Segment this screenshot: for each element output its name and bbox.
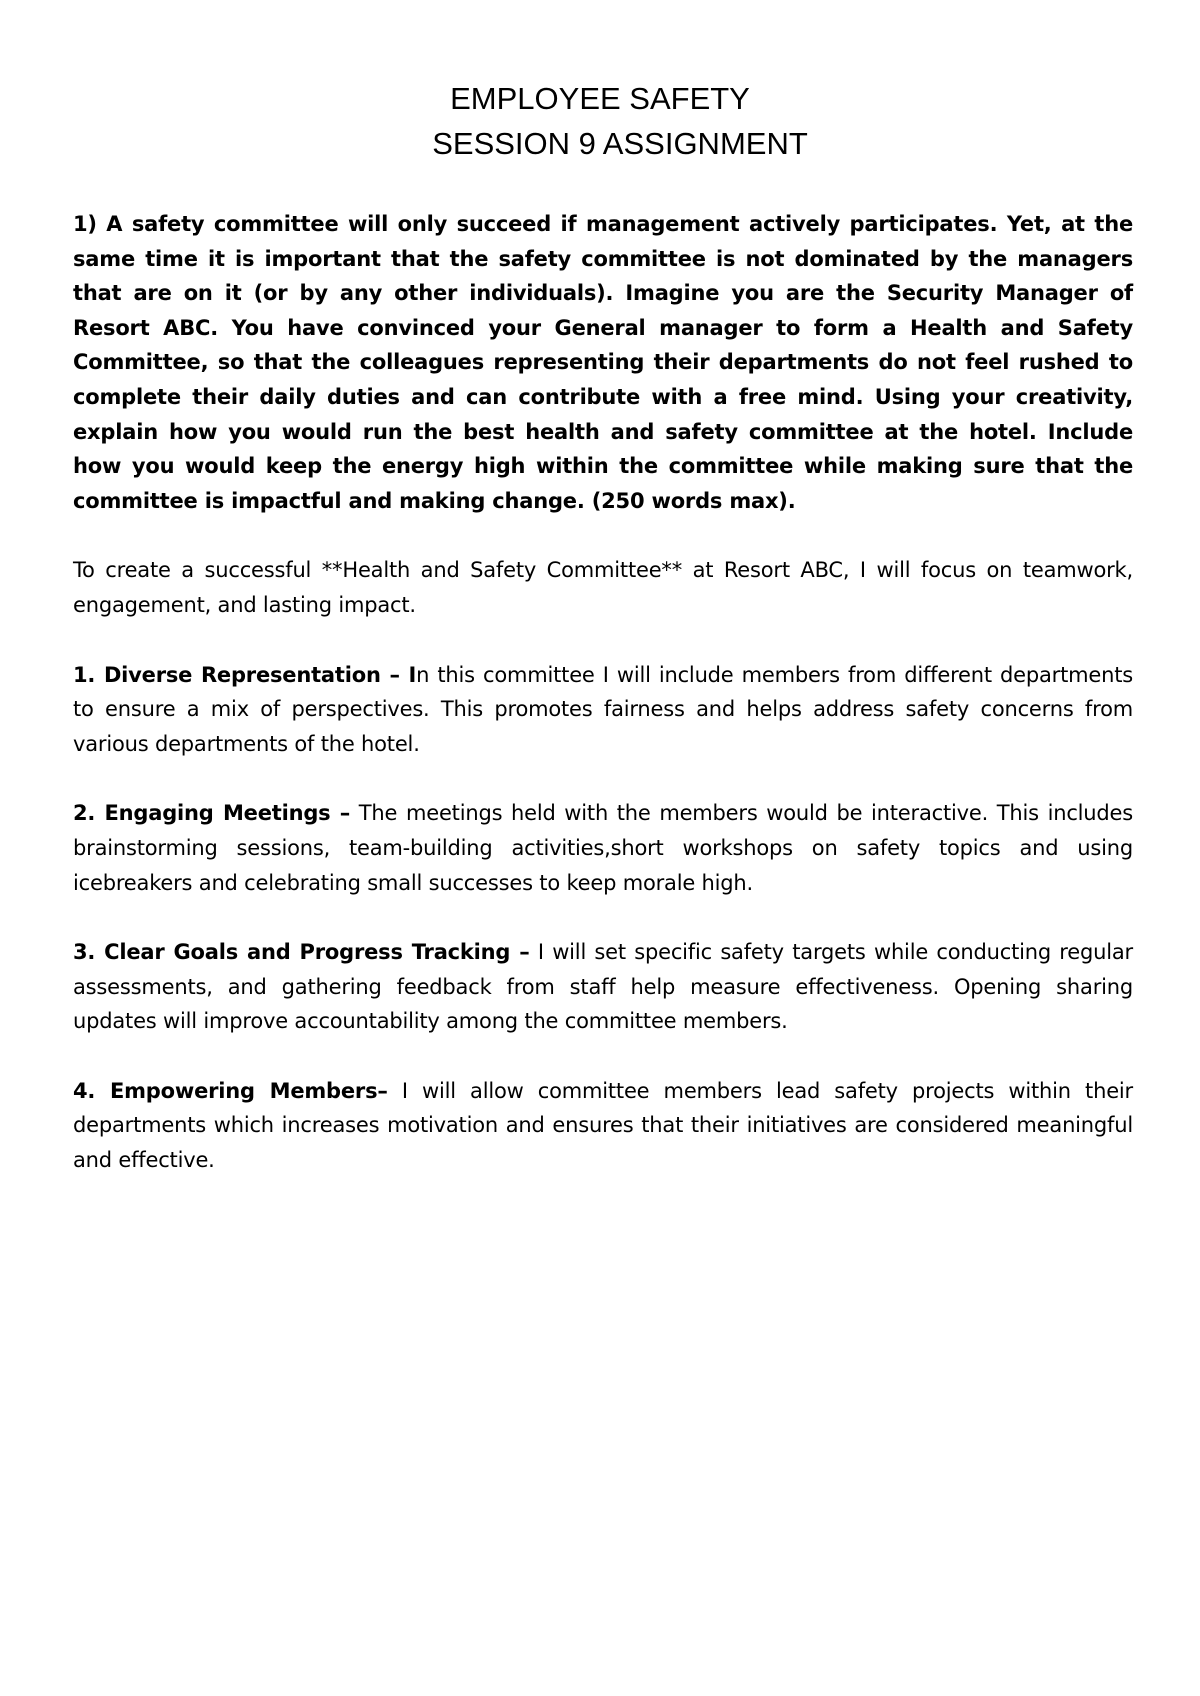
document-title: [0, 76, 1200, 166]
point-4-title: 4. Empowering Members–: [73, 1078, 388, 1103]
answer-point-1: [73, 658, 1133, 762]
point-1-text: n this committee I will include members from different departments to ensure a mix of perspectives. This promotes fairness and helps address safety concerns from various departments of the hotel.: [73, 662, 1133, 756]
point-2-text: The meetings held with the members would be interactive. This includes brainstorming sessions, team-building activities,short workshops on safety topics and using icebreakers and celebrating small successes to keep morale high.: [73, 801, 1133, 895]
title-line-2: SESSION 9 ASSIGNMENT: [432, 126, 808, 161]
answer-point-4: [73, 1074, 1133, 1178]
point-4-text: I will allow committee members lead safety projects within their departments which increases motivation and ensures that their initiatives are considered meaningful and effective.: [73, 1078, 1133, 1173]
point-1-title: 1. Diverse Representation – I: [73, 662, 417, 687]
point-3-title: 3. Clear Goals and Progress Tracking –: [73, 940, 530, 965]
assignment-question: 1) A safety committee will only succeed if management actively participates. Yet, at the same time it is important that the safety committee is not dominated by the managers that are on it (or by any other individuals). Imagine you are the Security Manager of Resort ABC. You have convinced your General manager to form a Health and Safety Committee, so that the colleagues representing their departments do not feel rushed to complete their daily duties and can contribute with a free mind. Using your creativity, explain how you would run the best health and safety committee at the hotel. Include how you would keep the energy high within the committee while making sure that the committee is impactful and making change. (250 words max).: [73, 212, 1133, 513]
document-body: [73, 207, 1133, 1213]
title-line-1: EMPLOYEE SAFETY: [450, 81, 750, 116]
answer-point-2: [73, 796, 1133, 900]
point-3-text: I will set specific safety targets while conducting regular assessments, and gathering feedback from staff help measure effectiveness. Opening sharing updates will improve accountability among the committee members.: [73, 940, 1133, 1034]
answer-point-3: [73, 935, 1133, 1039]
point-2-title: 2. Engaging Meetings –: [73, 801, 351, 826]
answer-intro: To create a successful **Health and Safety Committee** at Resort ABC, I will focus on teamwork, engagement, and lasting impact.: [73, 558, 1133, 617]
